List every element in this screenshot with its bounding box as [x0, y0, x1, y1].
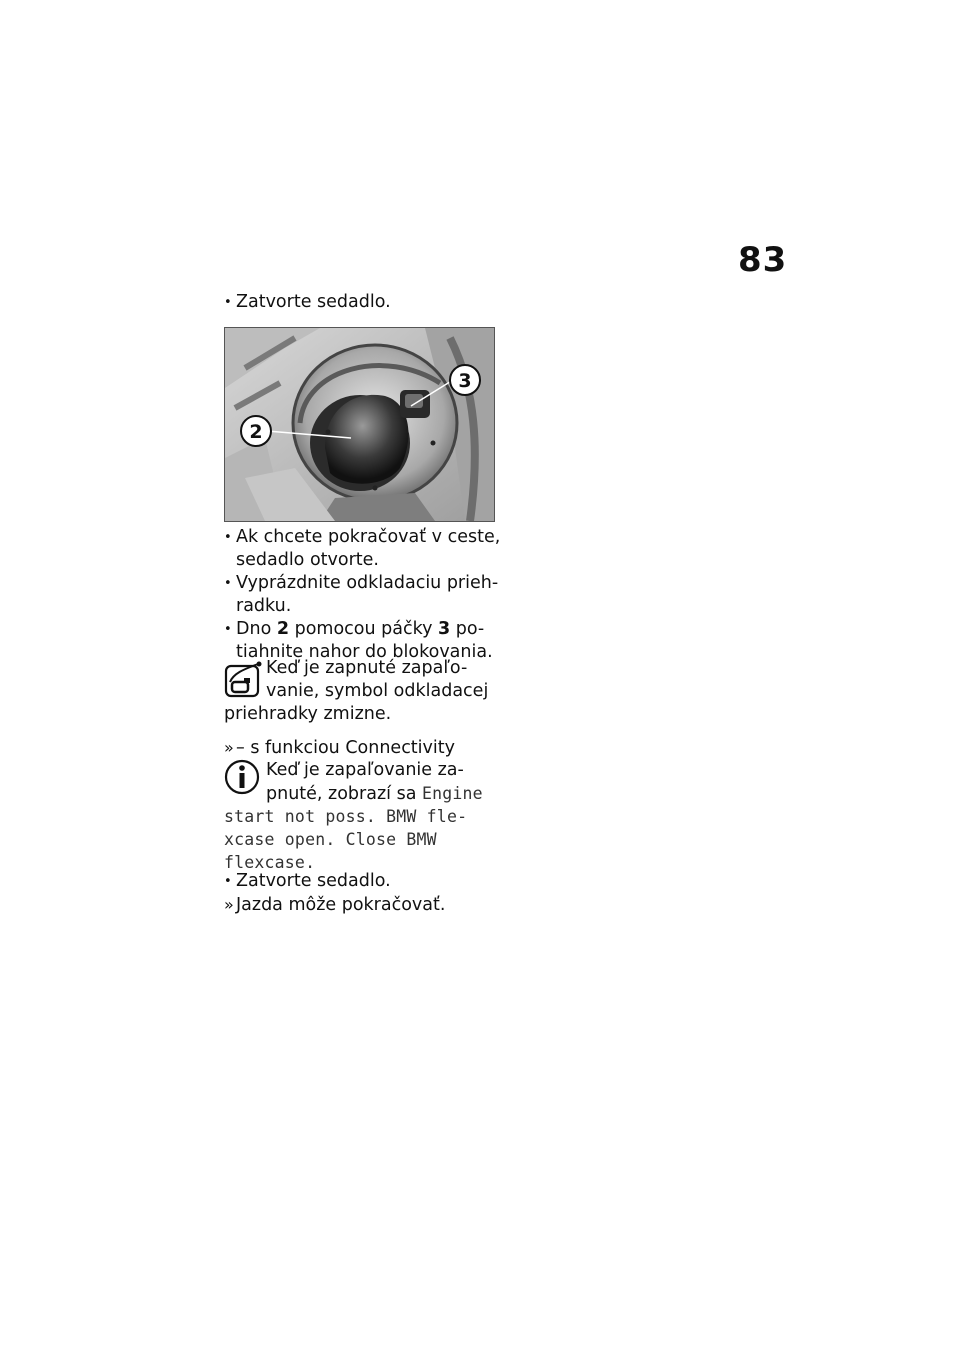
step-pull-bottom: • Dno 2 pomocou páčky 3 po- [224, 619, 485, 639]
step-empty-cont: radku. [236, 596, 292, 616]
connectivity-heading: » – s funkciou Connectivity [224, 738, 455, 758]
info-line1: Keď je zapaľovanie za- [266, 760, 464, 780]
display-message-line5: flexcase. [224, 853, 316, 872]
bullet: • [224, 874, 232, 889]
note-symbol-line3: priehradky zmizne. [224, 704, 392, 724]
info-icon [224, 758, 264, 800]
result-marker: » [224, 738, 234, 757]
step-close-seat-final: • Zatvorte sedadlo. [224, 871, 391, 891]
note-symbol-line2: vanie, symbol odkladacej [266, 681, 489, 701]
content-column-lower [224, 0, 501, 1362]
result-marker: » [224, 895, 234, 914]
step-pull-bottom-cont: tiahnite nahor do blokovania. [236, 642, 493, 662]
bullet: • [224, 576, 232, 591]
info-line2: pnuté, zobrazí sa Engine [266, 784, 483, 804]
callout-3-label: 3 [458, 370, 472, 392]
display-message: Engine [421, 784, 483, 803]
step-continue: • Ak chcete pokračovať v ceste, [224, 527, 501, 547]
flexcase-symbol-icon [224, 660, 264, 702]
bullet: • [224, 622, 232, 637]
step-continue-cont: sedadlo otvorte. [236, 550, 379, 570]
note-symbol-line1: Keď je zapnuté zapaľo- [266, 658, 468, 678]
bullet: • [224, 295, 232, 310]
display-message-line4: xcase open. Close BMW [224, 830, 437, 849]
callout-2-label: 2 [249, 421, 263, 443]
page-number: 83 [738, 240, 788, 280]
display-message-line3: start not poss. BMW fle- [224, 807, 468, 826]
bullet: • [224, 530, 232, 545]
step-close-seat: • Zatvorte sedadlo. [224, 292, 391, 312]
result-ride-on: » Jazda môže pokračovať. [224, 895, 446, 915]
step-empty: • Vyprázdnite odkladaciu prieh- [224, 573, 499, 593]
